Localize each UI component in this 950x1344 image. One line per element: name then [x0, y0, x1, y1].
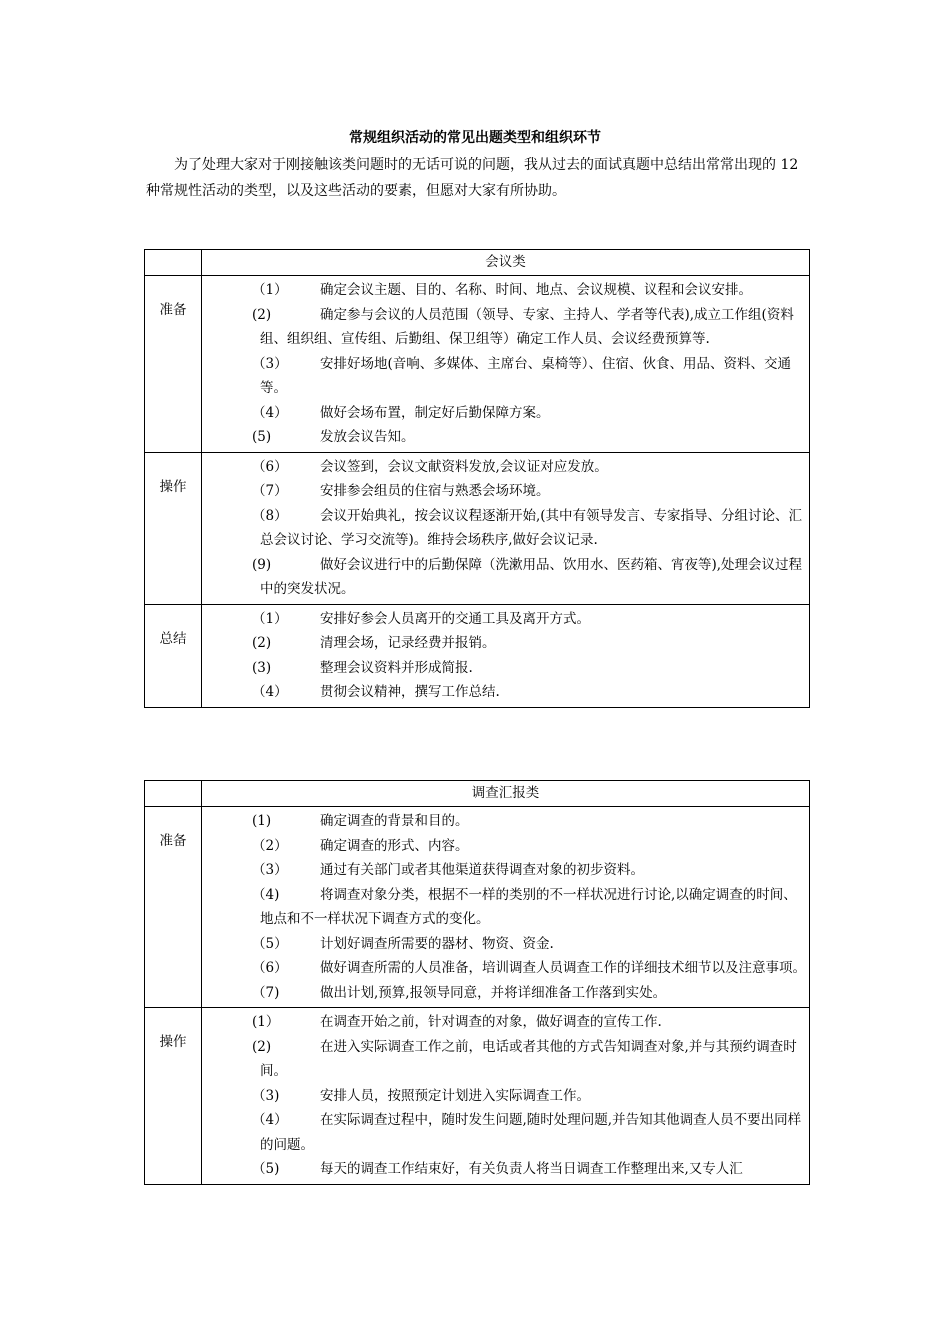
table-row	[145, 452, 810, 604]
list-item: （1） 确定会议主题、目的、名称、时间、地点、会议规模、议程和会议安排。	[252, 282, 752, 298]
section-label: 操作	[145, 1008, 202, 1185]
list-item: （3) 安排人员，按照预定计划进入实际调查工作。	[252, 1087, 590, 1104]
corner-cell	[145, 781, 202, 807]
table-row	[145, 276, 810, 453]
list-item: (9) 做好会议进行中的后勤保障（洗漱用品、饮用水、医药箱、宵夜等),处理会议过程中的突发状况。	[252, 556, 803, 597]
table-row	[145, 807, 810, 1008]
list-item: (2) 确定参与会议的人员范围（领导、专家、主持人、学者等代表),成立工作组(资料组、组织组、宣传组、后勤组、保卫组等）确定工作人员、会议经费预算等.	[252, 306, 794, 347]
list-item: （6） 会议签到，会议文献资料发放,会议证对应发放。	[252, 458, 608, 475]
list-item: （4） 贯彻会议精神，撰写工作总结.	[252, 684, 500, 700]
list-item: (5) 发放会议告知。	[252, 429, 415, 445]
section-items	[202, 604, 810, 707]
list-item: （2） 确定调查的形式、内容。	[252, 837, 469, 854]
list-item: (2) 清理会场，记录经费并报销。	[252, 635, 496, 651]
list-item: （8） 会议开始典礼，按会议议程逐渐开始,(其中有领导发言、专家指导、分组讨论、汇总会议讨论、学习交流等)。维持会场秩序,做好会议记录.	[252, 507, 803, 548]
list-item: （4） 在实际调查过程中，随时发生问题,随时处理问题,并告知其他调查人员不要出同样的问题。	[252, 1112, 802, 1153]
list-item: （4) 将调查对象分类，根据不一样的类别的不一样状况进行讨论,以确定调查的时间、地点和不一样状况下调查方式的变化。	[252, 886, 797, 927]
corner-cell	[145, 250, 202, 276]
list-item: （1） 安排好参会人员离开的交通工具及离开方式。	[252, 610, 590, 627]
table-row	[145, 1008, 810, 1185]
section-items	[202, 807, 810, 1008]
table-row	[145, 604, 810, 707]
meeting-table	[144, 249, 810, 708]
list-item: （7） 安排参会组员的住宿与熟悉会场环境。	[252, 483, 550, 499]
table-header: 会议类	[202, 250, 810, 276]
section-label: 操作	[145, 452, 202, 604]
table-header: 调查汇报类	[202, 781, 810, 807]
section-label: 准备	[145, 276, 202, 453]
section-items	[202, 452, 810, 604]
list-item: (3) 整理会议资料并形成简报.	[252, 659, 473, 676]
list-item: （7) 做出计划,预算,报领导同意，并将详细准备工作落到实处。	[252, 984, 667, 1001]
document-title: 常规组织活动的常见出题类型和组织环节	[349, 130, 601, 146]
section-label: 总结	[145, 604, 202, 707]
list-item: （5） 计划好调查所需要的器材、物资、资金.	[252, 935, 554, 952]
section-items	[202, 1008, 810, 1185]
list-item: (2) 在进入实际调查工作之前，电话或者其他的方式告知调查对象,并与其预约调查时间。	[252, 1038, 797, 1079]
section-label: 准备	[145, 807, 202, 1008]
survey-table	[144, 780, 810, 1185]
list-item: （3） 安排好场地(音响、多媒体、主席台、桌椅等）、住宿、伙食、用品、资料、交通等。	[252, 355, 792, 396]
list-item: （6） 做好调查所需的人员准备，培训调查人员调查工作的详细技术细节以及注意事项。	[252, 960, 806, 976]
list-item: （3） 通过有关部门或者其他渠道获得调查对象的初步资料。	[252, 862, 644, 878]
list-item: （4） 做好会场布置，制定好后勤保障方案。	[252, 404, 550, 421]
section-items	[202, 276, 810, 453]
list-item: （5) 每天的调查工作结束好，有关负责人将当日调查工作整理出来,又专人汇	[252, 1161, 743, 1177]
intro-paragraph: 为了处理大家对于刚接触该类问题时的无话可说的问题，我从过去的面试真题中总结出常常出现的 12 种常规性活动的类型，以及这些活动的要素，但愿对大家有所协助。	[146, 157, 799, 199]
list-item: (1） 在调查开始之前，针对调查的对象，做好调查的宣传工作.	[252, 1014, 662, 1030]
list-item: (1) 确定调查的背景和目的。	[252, 813, 469, 829]
